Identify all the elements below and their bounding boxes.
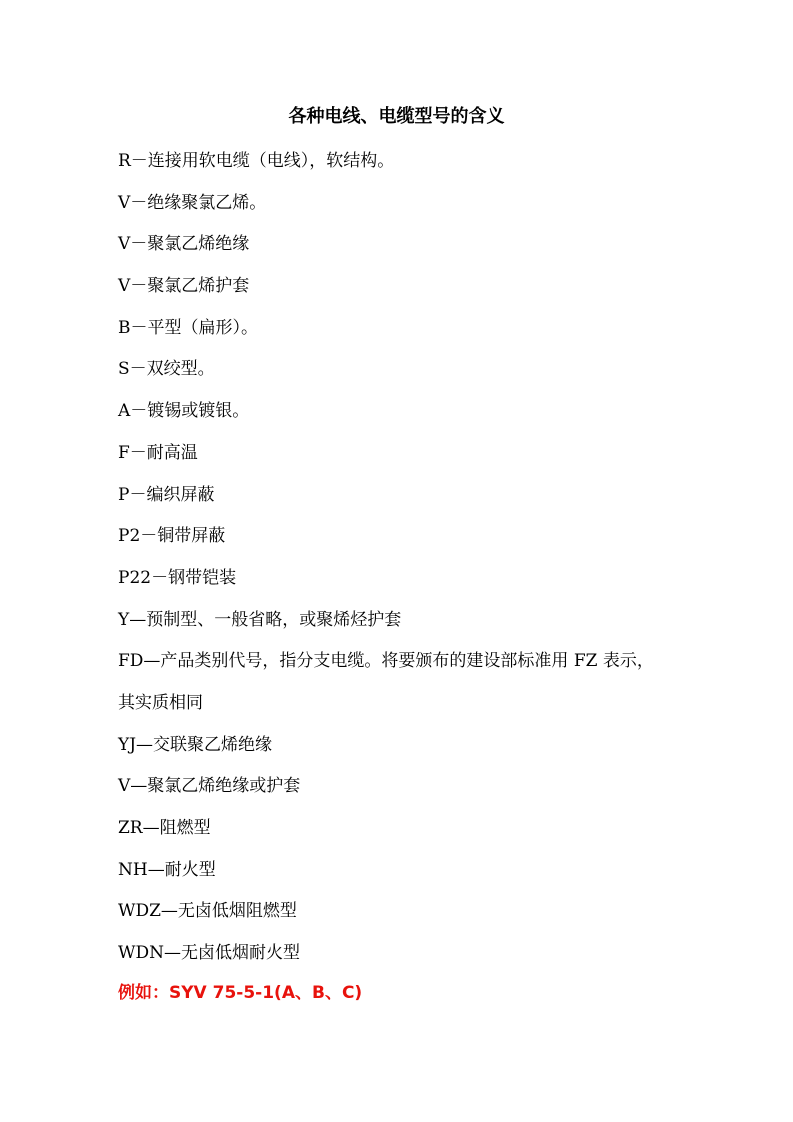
definition-line: WDZ—无卤低烟阻燃型 (118, 901, 297, 922)
definition-line: V—聚氯乙烯绝缘或护套 (118, 776, 301, 797)
definition-line: S－双绞型。 (118, 359, 215, 380)
definition-line: ZR—阻燃型 (118, 818, 211, 838)
definition-line: B－平型（扁形）。 (118, 317, 258, 338)
definition-list (118, 148, 688, 982)
definition-line: YJ—交联聚乙烯绝缘 (118, 734, 273, 755)
definition-line: V－绝缘聚氯乙烯。 (118, 192, 267, 213)
definition-line: A－镀锡或镀银。 (118, 401, 250, 422)
definition-line: WDN—无卤低烟耐火型 (118, 943, 300, 964)
definition-line: R－连接用软电缆（电线），软结构。 (118, 151, 395, 171)
definition-line: FD—产品类别代号，指分支电缆。将要颁布的建设部标准用 FZ 表示， (118, 651, 654, 672)
definition-line: P－编织屏蔽 (118, 484, 215, 505)
definition-line: NH—耐火型 (118, 859, 216, 880)
document-title: 各种电线、电缆型号的含义 (288, 106, 505, 127)
definition-line-continuation: 其实质相同 (118, 692, 203, 713)
definition-line: P22－钢带铠装 (118, 567, 237, 588)
definition-line: Y—预制型、一般省略，或聚烯烃护套 (118, 609, 402, 630)
example-line: 例如：SYV 75-5-1(A、B、C) (118, 983, 363, 1003)
definition-line: V－聚氯乙烯护套 (118, 276, 250, 297)
definition-line: F－耐高温 (118, 442, 198, 463)
definition-line: V－聚氯乙烯绝缘 (118, 234, 250, 255)
definition-line: P2－铜带屏蔽 (118, 526, 226, 547)
